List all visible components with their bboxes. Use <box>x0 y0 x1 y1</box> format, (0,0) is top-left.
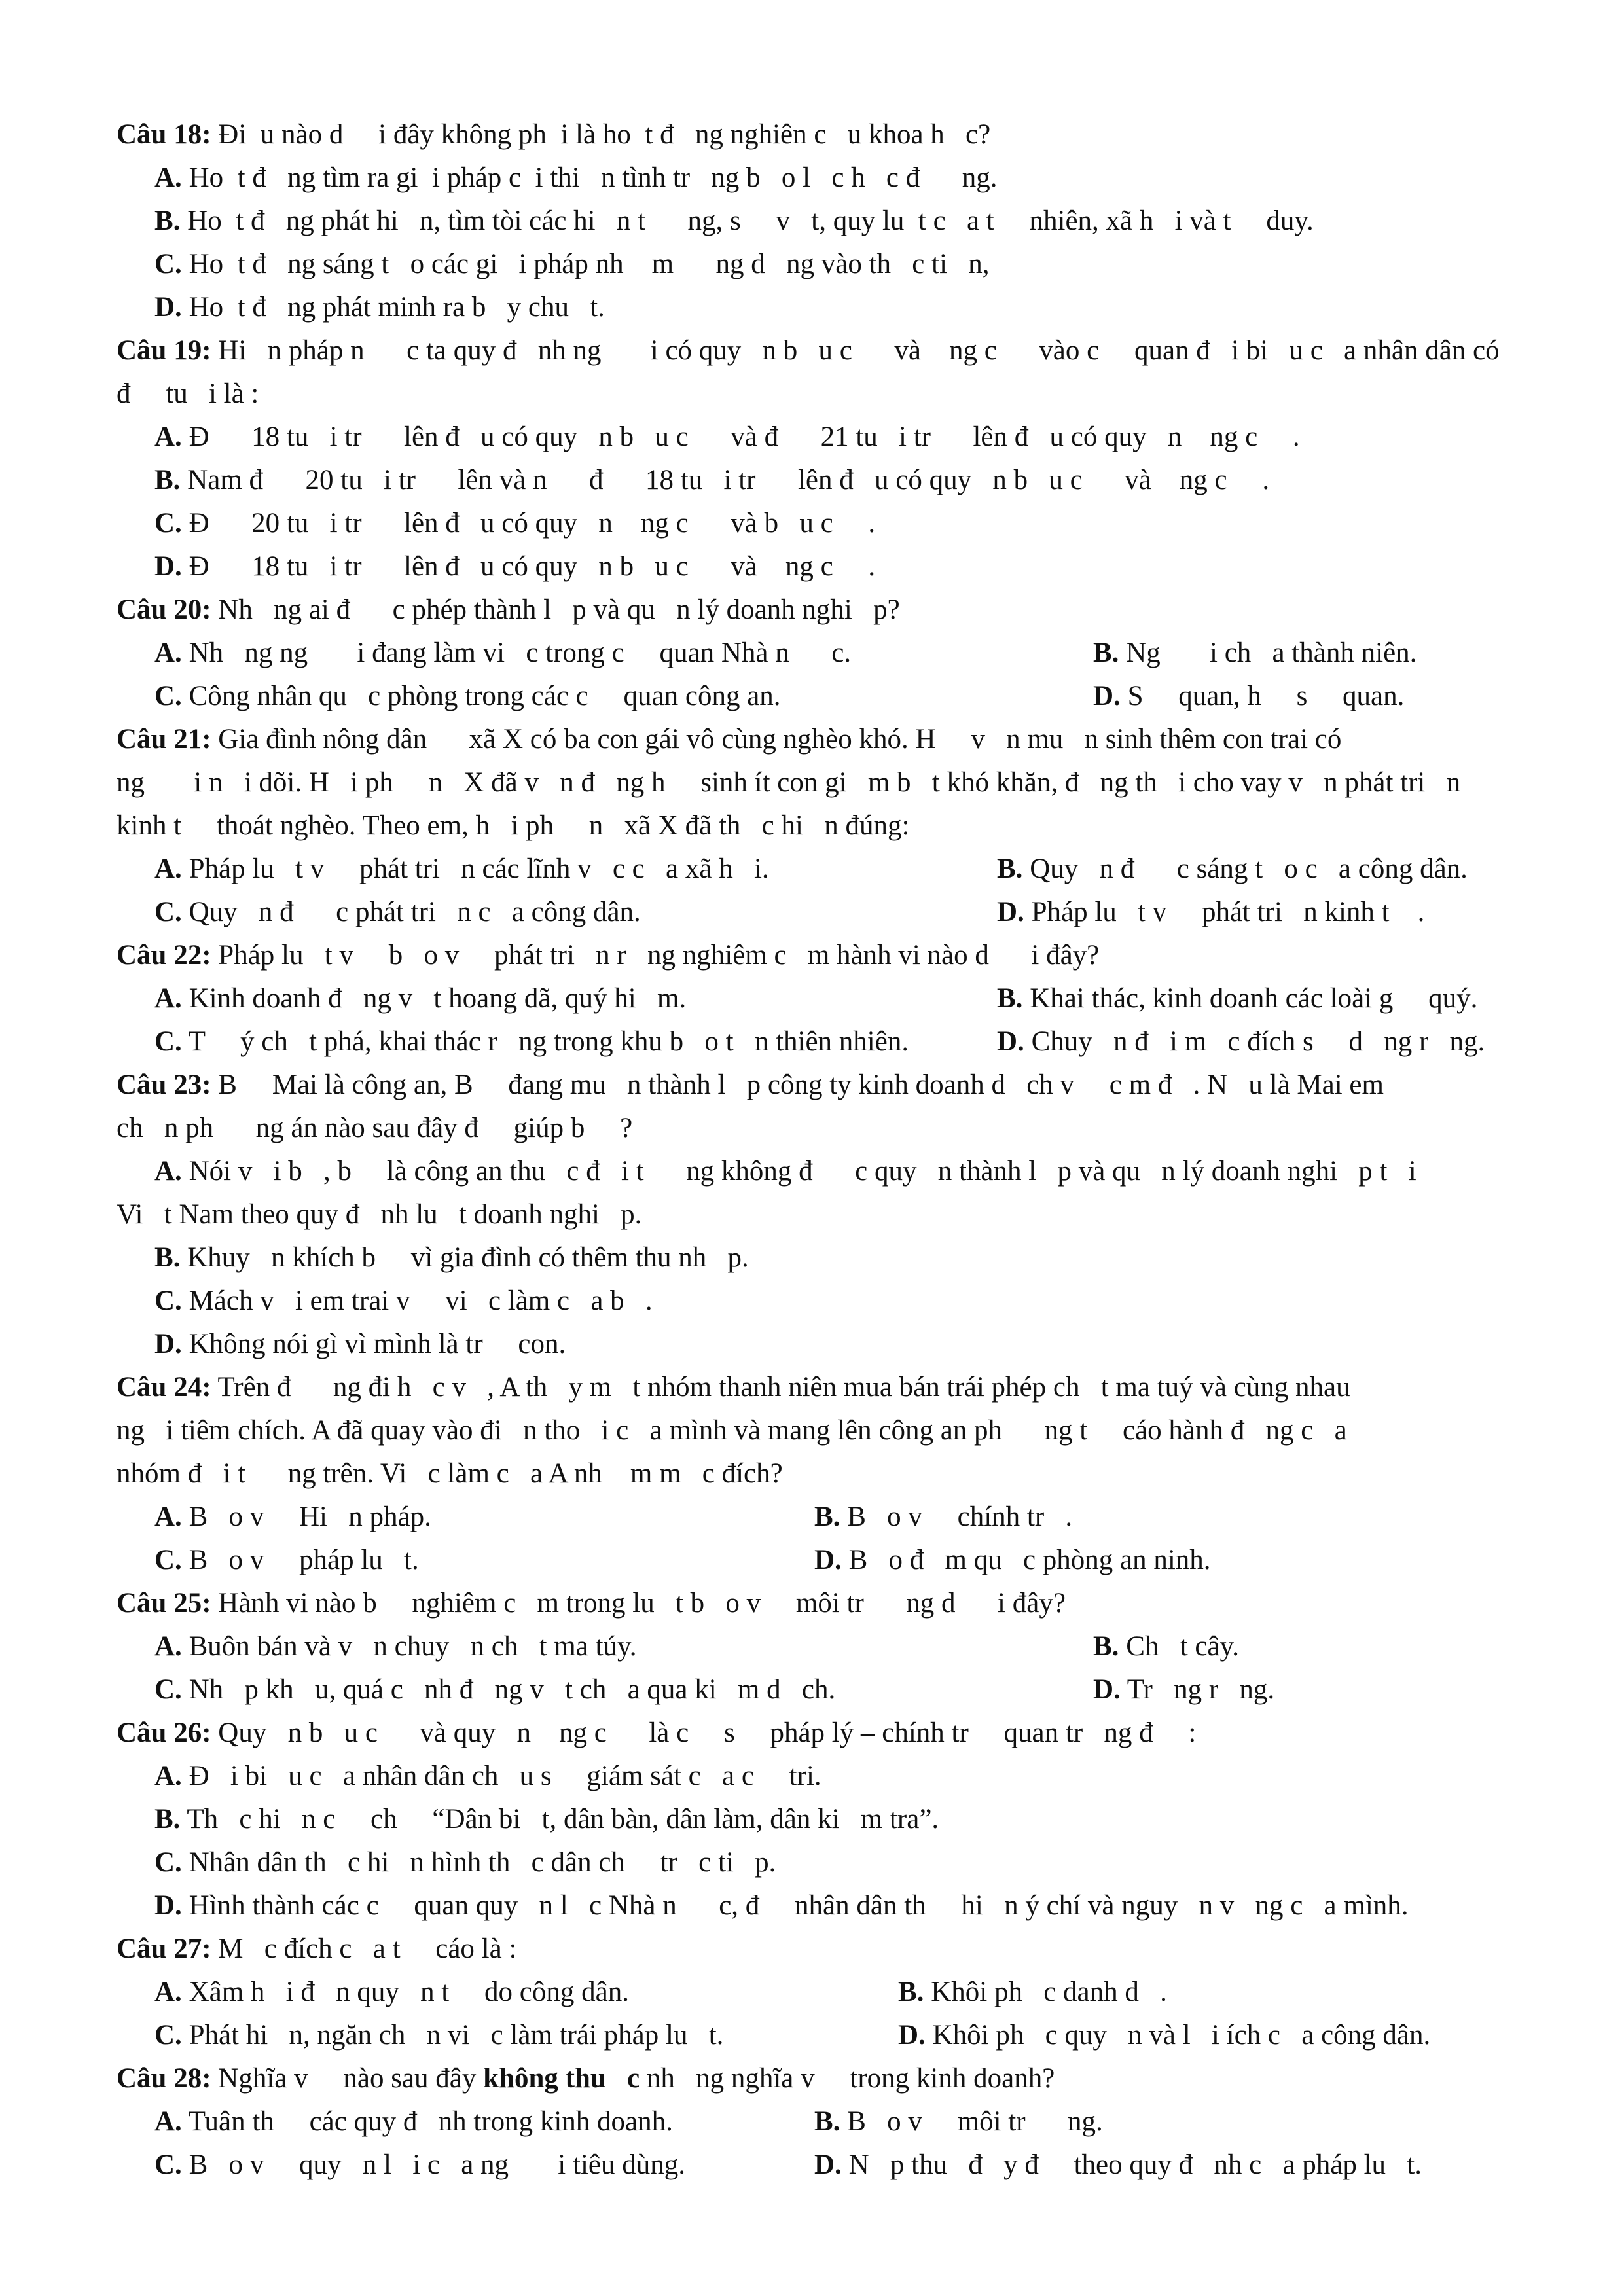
option-b <box>1093 1632 1239 1660</box>
bold-text: D. <box>154 551 182 582</box>
bold-text: B. <box>814 1501 840 1532</box>
text-span: Ch t cây. <box>1119 1631 1239 1662</box>
option-a <box>154 164 998 192</box>
option-a <box>154 1632 636 1660</box>
text-span: Đ 18 tu i tr lên đ u có quy n b u c và ng c . <box>181 551 876 582</box>
question-label: Câu 27: <box>117 1933 211 1964</box>
text-span: Pháp lu t v phát tri n các lĩnh v c c a xã h i. <box>181 853 769 884</box>
question-23-stem-cont <box>117 1114 632 1142</box>
option-c <box>154 1028 909 1056</box>
option-b <box>154 1244 749 1272</box>
option-c <box>154 250 990 278</box>
text-span: ch n ph ng án nào sau đây đ giúp b ? <box>117 1113 633 1143</box>
bold-text: D. <box>898 2020 926 2051</box>
option-b <box>154 207 1314 235</box>
option-b <box>814 2108 1103 2136</box>
text-span: Quy n b u c và quy n ng c là c s pháp lý – chính tr quan tr ng đ : <box>211 1717 1197 1748</box>
bold-text: A. <box>154 983 182 1014</box>
text-span: Nh ng ng i đang làm vi c trong c quan Nhà n c. <box>181 637 852 668</box>
text-span: Nam đ 20 tu i tr lên và n đ 18 tu i tr lên đ u có quy n b u c và ng c . <box>180 465 1270 495</box>
option-a <box>154 1503 431 1531</box>
option-b <box>154 466 1269 494</box>
question-27-stem <box>117 1935 516 1963</box>
option-a <box>154 1157 1416 1185</box>
text-span: Nói v i b , b là công an thu c đ i t ng không đ c quy n thành l p và qu n lý doanh nghi p t i <box>181 1156 1416 1187</box>
option-d <box>898 2021 1430 2049</box>
text-span: Quy n đ c phát tri n c a công dân. <box>181 897 641 927</box>
bold-text: B. <box>898 1977 924 2007</box>
bold-text: B. <box>814 2106 840 2137</box>
bold-text: B. <box>154 1804 181 1835</box>
text-span: Gia đình nông dân xã X có ba con gái vô cùng nghèo khó. H v n mu n sinh thêm con trai có <box>211 724 1342 755</box>
option-b <box>997 984 1477 1013</box>
text-span: đ tu i là : <box>117 378 259 409</box>
text-span: nh ng nghĩa v trong kinh doanh? <box>640 2063 1055 2094</box>
option-d <box>1093 1676 1274 1704</box>
bold-text: B. <box>154 1242 181 1273</box>
bold-text: C. <box>154 508 182 539</box>
text-span: Ho t đ ng phát minh ra b y chu t. <box>181 292 605 323</box>
option-b <box>1093 639 1416 667</box>
option-a-cont <box>117 1200 641 1229</box>
bold-text: D. <box>154 1329 182 1359</box>
bold-text: A. <box>154 1761 182 1791</box>
option-a <box>154 1978 629 2006</box>
question-label: Câu 22: <box>117 940 211 971</box>
question-label: Câu 28: <box>117 2063 211 2094</box>
text-span: ng i n i dõi. H i ph n X đã v n đ ng h sinh ít con gi m b t khó khăn, đ ng th i cho vay v n phát tri n <box>117 767 1461 798</box>
text-span: Nh p kh u, quá c nh đ ng v t ch a qua ki m d ch. <box>181 1674 836 1705</box>
text-span: Quy n đ c sáng t o c a công dân. <box>1022 853 1468 884</box>
option-a <box>154 639 851 667</box>
question-22-stem <box>117 941 1099 969</box>
bold-text: D. <box>814 2149 842 2180</box>
question-21-stem-cont <box>117 768 1460 797</box>
bold-text: A. <box>154 853 182 884</box>
question-24-stem-cont <box>117 1416 1347 1444</box>
option-a <box>154 1762 821 1790</box>
text-span: B o v pháp lu t. <box>181 1545 419 1575</box>
text-span: Hình thành các c quan quy n l c Nhà n c, đ nhân dân th hi n ý chí và nguy n v ng c a mình. <box>181 1890 1409 1921</box>
option-c <box>154 1287 653 1315</box>
bold-text: B. <box>997 983 1023 1014</box>
bold-text: B. <box>997 853 1023 884</box>
bold-text: B. <box>154 465 181 495</box>
question-label: Câu 25: <box>117 1588 211 1619</box>
text-span: Pháp lu t v b o v phát tri n r ng nghiêm c m hành vi nào d i đây? <box>211 940 1100 971</box>
option-a <box>154 423 1300 451</box>
bold-text: C. <box>154 897 182 927</box>
text-span: Vi t Nam theo quy đ nh lu t doanh nghi p. <box>117 1199 642 1230</box>
bold-text: D. <box>814 1545 842 1575</box>
text-span: N p thu đ y đ theo quy đ nh c a pháp lu t. <box>841 2149 1422 2180</box>
text-span: Không nói gì vì mình là tr con. <box>181 1329 566 1359</box>
text-span: Tuân th các quy đ nh trong kinh doanh. <box>181 2106 673 2137</box>
question-label: Câu 19: <box>117 335 211 366</box>
text-span: Đ 20 tu i tr lên đ u có quy n ng c và b u c . <box>181 508 876 539</box>
text-span: Chuy n đ i m c đích s d ng r ng. <box>1024 1026 1485 1057</box>
text-span: Tr ng r ng. <box>1120 1674 1275 1705</box>
option-c <box>154 2021 723 2049</box>
bold-text: A. <box>154 637 182 668</box>
text-span: Ng i ch a thành niên. <box>1119 637 1417 668</box>
bold-text: B. <box>154 206 181 236</box>
text-span: Đ 18 tu i tr lên đ u có quy n b u c và đ 21 tu i tr lên đ u có quy n ng c . <box>181 422 1300 452</box>
bold-text: C. <box>154 681 182 711</box>
bold-text: D. <box>154 292 182 323</box>
option-b <box>814 1503 1072 1531</box>
bold-text: C. <box>154 249 182 279</box>
text-span: Buôn bán và v n chuy n ch t ma túy. <box>181 1631 637 1662</box>
option-b <box>997 855 1468 883</box>
option-d <box>814 2151 1422 2179</box>
option-c <box>154 1848 776 1876</box>
option-d <box>154 1330 566 1358</box>
option-c <box>154 1546 419 1574</box>
option-d <box>997 1028 1485 1056</box>
text-span: Pháp lu t v phát tri n kinh t . <box>1024 897 1425 927</box>
bold-text: A. <box>154 1631 182 1662</box>
bold-text: A. <box>154 162 182 193</box>
bold-text: C. <box>154 1285 182 1316</box>
text-span: Nghĩa v nào sau đây <box>211 2063 484 2094</box>
question-24-stem-cont <box>117 1460 783 1488</box>
question-20-stem <box>117 596 900 624</box>
bold-text: D. <box>997 897 1024 927</box>
bold-text: A. <box>154 1501 182 1532</box>
bold-text: A. <box>154 1156 182 1187</box>
text-span: B o v chính tr . <box>840 1501 1073 1532</box>
bold-text: B. <box>1093 637 1119 668</box>
option-c <box>154 682 781 710</box>
text-span: Th c hi n c ch “Dân bi t, dân bàn, dân làm, dân ki m tra”. <box>180 1804 939 1835</box>
question-label: Câu 18: <box>117 119 211 150</box>
option-a <box>154 855 769 883</box>
text-span: Mách v i em trai v vi c làm c a b . <box>181 1285 653 1316</box>
option-d <box>1093 682 1404 710</box>
text-span: kinh t thoát nghèo. Theo em, h i ph n xã X đã th c hi n đúng: <box>117 810 910 841</box>
text-span: Khôi ph c quy n và l i ích c a công dân. <box>925 2020 1431 2051</box>
option-c <box>154 1676 835 1704</box>
question-18-stem <box>117 120 990 149</box>
text-span: Nh ng ai đ c phép thành l p và qu n lý doanh nghi p? <box>211 594 900 625</box>
bold-text: C. <box>154 1026 182 1057</box>
bold-text: D. <box>1093 1674 1121 1705</box>
option-b <box>898 1978 1167 2006</box>
bold-text: A. <box>154 1977 182 2007</box>
text-span: Kinh doanh đ ng v t hoang dã, quý hi m. <box>181 983 687 1014</box>
question-23-stem <box>117 1071 1384 1099</box>
question-label: Câu 26: <box>117 1717 211 1748</box>
text-span: B o v quy n l i c a ng i tiêu dùng. <box>181 2149 685 2180</box>
bold-text: A. <box>154 422 182 452</box>
bold-text: B. <box>1093 1631 1119 1662</box>
question-24-stem <box>117 1373 1350 1401</box>
option-a <box>154 984 686 1013</box>
text-span: Hi n pháp n c ta quy đ nh ng i có quy n b u c và ng c vào c quan đ i bi u c a nhân dân có <box>211 335 1500 366</box>
bold-text: C. <box>154 1847 182 1878</box>
text-span: Phát hi n, ngăn ch n vi c làm trái pháp lu t. <box>181 2020 724 2051</box>
text-span: T ý ch t phá, khai thác r ng trong khu b o t n thiên nhiên. <box>181 1026 909 1057</box>
text-span: M c đích c a t cáo là : <box>211 1933 517 1964</box>
text-span: Khai thác, kinh doanh các loài g quý. <box>1022 983 1478 1014</box>
text-span: Trên đ ng đi h c v , A th y m t nhóm thanh niên mua bán trái phép ch t ma tuý và cùng nhau <box>211 1372 1350 1403</box>
question-label: Câu 24: <box>117 1372 211 1403</box>
text-span: Hành vi nào b nghiêm c m trong lu t b o v môi tr ng d i đây? <box>211 1588 1066 1619</box>
text-span: Ho t đ ng tìm ra gi i pháp c i thi n tình tr ng b o l c h c đ ng. <box>181 162 998 193</box>
bold-text: D. <box>1093 681 1121 711</box>
option-d <box>154 1892 1409 1920</box>
bold-text: A. <box>154 2106 182 2137</box>
bold-text: D. <box>997 1026 1024 1057</box>
text-span: ng i tiêm chích. A đã quay vào đi n tho i c a mình và mang lên công an ph ng t cáo hành đ ng c a <box>117 1415 1347 1446</box>
option-d <box>814 1546 1211 1574</box>
bold-text: C. <box>154 1674 182 1705</box>
question-19-stem-cont <box>117 380 259 408</box>
text-span: nhóm đ i t ng trên. Vi c làm c a A nh m m c đích? <box>117 1458 783 1489</box>
option-a <box>154 2108 673 2136</box>
text-span: Khôi ph c danh d . <box>924 1977 1167 2007</box>
question-label: Câu 20: <box>117 594 211 625</box>
text-span: Nhân dân th c hi n hình th c dân ch tr c ti p. <box>181 1847 776 1878</box>
question-28-stem <box>117 2064 1055 2092</box>
text-span: B o đ m qu c phòng an ninh. <box>841 1545 1211 1575</box>
bold-text: C. <box>154 1545 182 1575</box>
text-span: Công nhân qu c phòng trong các c quan công an. <box>181 681 781 711</box>
question-label: Câu 23: <box>117 1069 211 1100</box>
question-25-stem <box>117 1589 1066 1617</box>
emphasis-text: không thu c <box>483 2063 640 2094</box>
option-c <box>154 509 875 537</box>
question-19-stem <box>117 336 1500 365</box>
option-b <box>154 1805 939 1833</box>
text-span: B Mai là công an, B đang mu n thành l p công ty kinh doanh d ch v c m đ . N u là Mai em <box>211 1069 1384 1100</box>
text-span: Ho t đ ng phát hi n, tìm tòi các hi n t ng, s v t, quy lu t c a t nhiên, xã h i và t duy. <box>180 206 1314 236</box>
text-span: Khuy n khích b vì gia đình có thêm thu nh p. <box>180 1242 749 1273</box>
option-d <box>154 552 875 581</box>
text-span: Ho t đ ng sáng t o các gi i pháp nh m ng d ng vào th c ti n, <box>181 249 990 279</box>
text-span: Xâm h i đ n quy n t do công dân. <box>181 1977 629 2007</box>
option-d <box>154 293 605 321</box>
question-26-stem <box>117 1719 1196 1747</box>
text-span: Đ i bi u c a nhân dân ch u s giám sát c a c tri. <box>181 1761 821 1791</box>
option-d <box>997 898 1424 926</box>
text-span: B o v môi tr ng. <box>840 2106 1103 2137</box>
bold-text: C. <box>154 2149 182 2180</box>
question-21-stem-cont <box>117 812 909 840</box>
bold-text: C. <box>154 2020 182 2051</box>
text-span: Đi u nào d i đây không ph i là ho t đ ng nghiên c u khoa h c? <box>211 119 991 150</box>
option-c <box>154 898 641 926</box>
option-c <box>154 2151 685 2179</box>
question-label: Câu 21: <box>117 724 211 755</box>
text-span: B o v Hi n pháp. <box>181 1501 431 1532</box>
bold-text: D. <box>154 1890 182 1921</box>
question-21-stem <box>117 725 1341 753</box>
text-span: S quan, h s quan. <box>1120 681 1405 711</box>
